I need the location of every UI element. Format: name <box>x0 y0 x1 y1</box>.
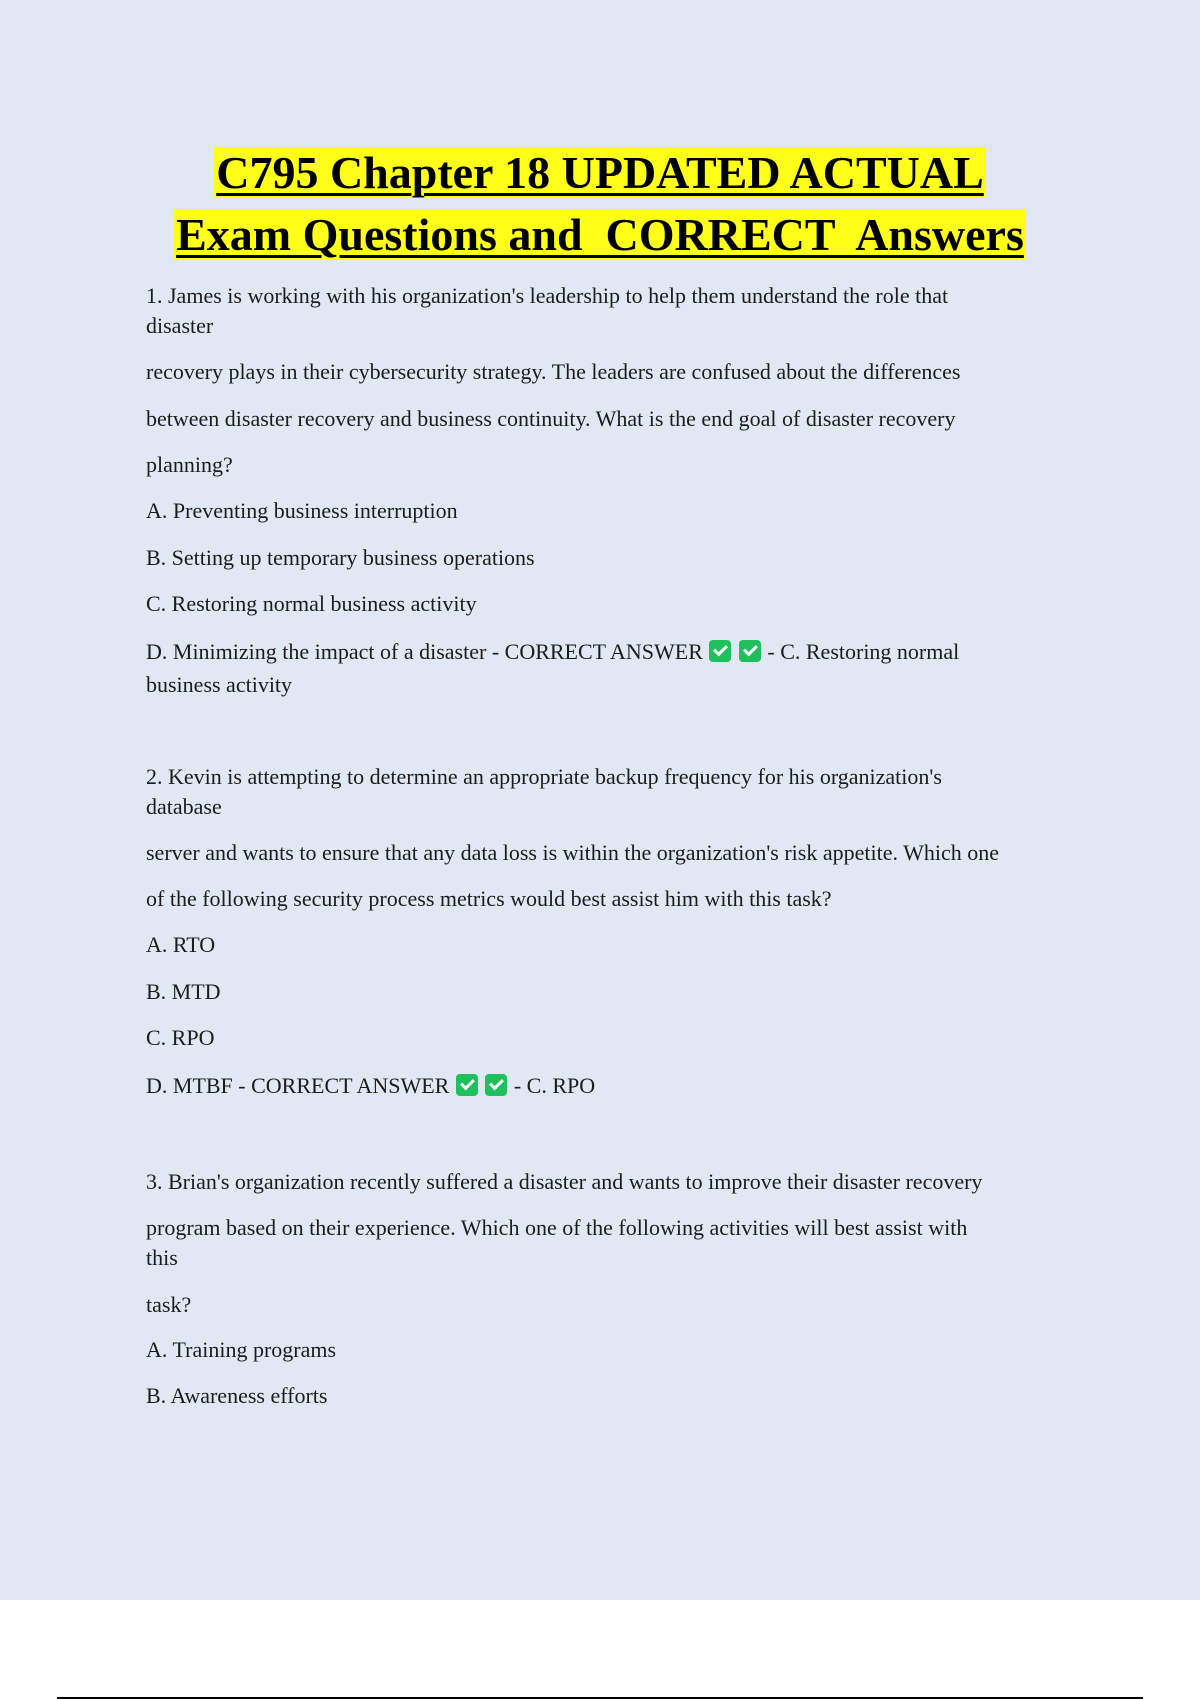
question-2-option-a: A. RTO <box>146 932 216 957</box>
question-1-stem-line-4: between disaster recovery and business continuity. What is the end goal of disaster recovery <box>146 406 956 431</box>
question-1-option-a: A. Preventing business interruption <box>146 498 458 523</box>
question-1-answer-continuation: business activity <box>146 672 293 697</box>
question-1-answer: - C. Restoring normal <box>767 639 960 664</box>
title-line-2: Exam Questions and CORRECT Answers <box>176 209 1024 260</box>
check-mark-icon <box>485 1074 507 1096</box>
question-3-stem-line-3: this <box>146 1245 178 1270</box>
question-1-option-d <box>146 637 1106 667</box>
question-3-option-a: A. Training programs <box>146 1337 337 1362</box>
question-3-stem-line-1: 3. Brian's organization recently suffered a disaster and wants to improve their disaster recovery <box>146 1169 983 1194</box>
question-1-option-d-text: D. Minimizing the impact of a disaster - CORRECT ANSWER <box>146 639 703 664</box>
footer-divider <box>57 1697 1143 1699</box>
question-1-stem-line-3: recovery plays in their cybersecurity strategy. The leaders are confused about the differences <box>146 359 961 384</box>
question-1-option-c: C. Restoring normal business activity <box>146 591 477 616</box>
question-2-option-c: C. RPO <box>146 1025 215 1050</box>
question-1-option-b: B. Setting up temporary business operations <box>146 545 535 570</box>
title-line-1: C795 Chapter 18 UPDATED ACTUAL <box>216 147 984 198</box>
question-3-option-b: B. Awareness efforts <box>146 1383 328 1408</box>
question-1-stem-line-2: disaster <box>146 313 214 338</box>
document-title <box>0 142 1200 266</box>
question-1-stem-line-1: 1. James is working with his organization's leadership to help them understand the role that <box>146 283 949 308</box>
check-mark-icon <box>456 1074 478 1096</box>
check-mark-icon <box>739 640 761 662</box>
question-2-stem-line-4: of the following security process metrics would best assist him with this task? <box>146 886 832 911</box>
question-1-stem-line-5: planning? <box>146 452 233 477</box>
question-2-stem-line-2: database <box>146 794 222 819</box>
question-2-option-d <box>146 1071 1106 1101</box>
question-2-option-b: B. MTD <box>146 979 221 1004</box>
question-2-stem-line-3: server and wants to ensure that any data loss is within the organization's risk appetite. Which one <box>146 840 999 865</box>
check-mark-icon <box>709 640 731 662</box>
question-3-stem-line-2: program based on their experience. Which one of the following activities will best assist with <box>146 1215 968 1240</box>
question-3-stem-line-4: task? <box>146 1292 192 1317</box>
question-2-answer: - C. RPO <box>513 1073 596 1098</box>
question-2-stem-line-1: 2. Kevin is attempting to determine an appropriate backup frequency for his organization's <box>146 764 942 789</box>
question-2-option-d-text: D. MTBF - CORRECT ANSWER <box>146 1073 450 1098</box>
